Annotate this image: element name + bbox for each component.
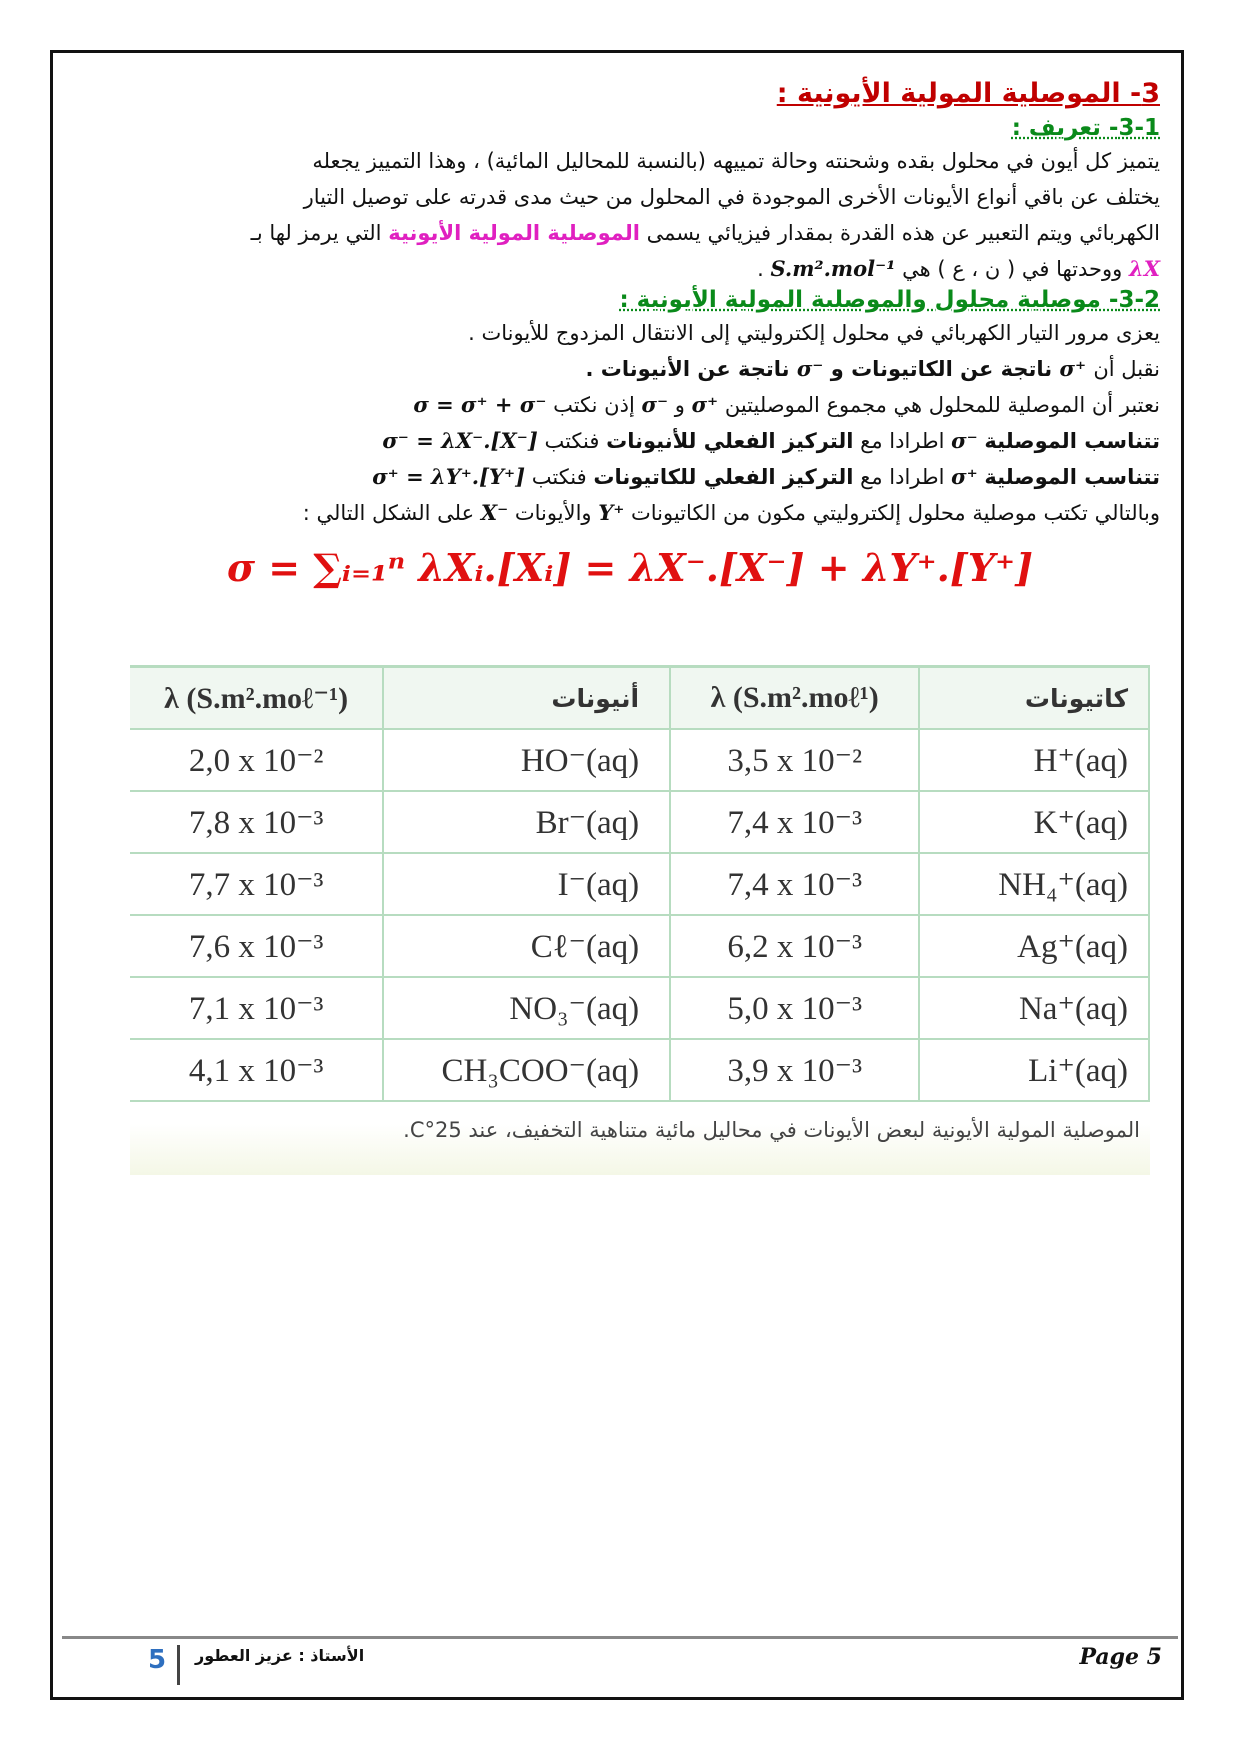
term-highlight: الموصلية المولية الأيونية	[388, 221, 640, 245]
footer-page-number: 5	[148, 1645, 167, 1675]
footer-author: الأستاذ : عزيز العطور	[195, 1646, 365, 1665]
line-end: .	[757, 257, 764, 281]
unit-text: ووحدتها في ( ن ، ع ) هي	[902, 257, 1123, 281]
table-row: 7,6 x 10⁻³ Cℓ⁻(aq) 6,2 x 10⁻³ Ag⁺(aq)	[130, 915, 1149, 977]
paragraph-2: نقبل أن σ⁺ ناتجة عن الكاتيونات و σ⁻ ناتجة عن الأنيونات .	[585, 356, 1160, 381]
table-row: 7,1 x 10⁻³ NO₃⁻(aq) 5,0 x 10⁻³ Na⁺(aq)	[130, 977, 1149, 1039]
ionic-conductivity-table	[130, 665, 1150, 1102]
header-anion-lambda: λ (S.m².moℓ⁻¹)	[130, 667, 383, 730]
def-line3-start: الكهربائي ويتم التعبير عن هذه القدرة بمقدار فيزيائي يسمى	[646, 221, 1160, 245]
header-anions: أنيونات	[383, 667, 670, 730]
paragraph-1: يعزى مرور التيار الكهربائي في محلول إلكتروليتي إلى الانتقال المزدوج للأيونات .	[468, 321, 1160, 345]
conductivity-table-image	[130, 665, 1150, 1175]
table-row: 7,8 x 10⁻³ Br⁻(aq) 7,4 x 10⁻³ K⁺(aq)	[130, 791, 1149, 853]
sum-formula: σ = σ⁺ + σ⁻	[413, 392, 547, 417]
definition-line-1: يتميز كل أيون في محلول بقده وشحنته وحالة تمييهه (بالنسبة للمحاليل المائية) ، وهذا التمييز يجعله	[312, 149, 1160, 173]
definition-line-4	[140, 251, 1160, 287]
header-cation-lambda: λ (S.m².moℓ¹)	[670, 667, 919, 730]
document-body	[140, 78, 1160, 590]
footer-page-label: Page 5	[1079, 1644, 1162, 1670]
definition-line-2: يختلف عن باقي أنواع الأيونات الأخرى الموجودة في المحلول من حيث مدى قدرته على توصيل التيار	[303, 185, 1160, 209]
anion-formula: σ⁻ = λX⁻.[X⁻]	[382, 428, 538, 453]
subsection-conductivity-title: 3-2- موصلية محلول والموصلية المولية الأيونية :	[619, 287, 1160, 313]
paragraph-4: تتناسب الموصلية σ⁻ اطرادا مع التركيز الفعلي للأنيونات فنكتب σ⁻ = λX⁻.[X⁻]	[382, 428, 1160, 453]
table-row: 7,7 x 10⁻³ I⁻(aq) 7,4 x 10⁻³ NH₄⁺(aq)	[130, 853, 1149, 915]
cation-formula: σ⁺ = λY⁺.[Y⁺]	[372, 464, 526, 489]
table-caption: الموصلية المولية الأيونية لبعض الأيونات في محاليل مائية متناهية التخفيف، عند 25°C.	[403, 1118, 1140, 1142]
header-cations: كاتيونات	[919, 667, 1149, 730]
main-conductivity-formula: σ = ∑ᵢ₌₁ⁿ λXᵢ.[Xᵢ] = λX⁻.[X⁻] + λY⁺.[Y⁺]	[226, 545, 1034, 590]
table-row: 2,0 x 10⁻² HO⁻(aq) 3,5 x 10⁻² H⁺(aq)	[130, 729, 1149, 791]
subsection-definition-title: 3-1- تعريف :	[1011, 115, 1160, 141]
footer-separator	[177, 1645, 180, 1685]
def-line3-end: التي يرمز لها بـ	[250, 221, 382, 245]
section-title: 3- الموصلية المولية الأيونية :	[776, 78, 1160, 109]
table-header-row	[130, 667, 1149, 730]
unit-formula: S.m².mol⁻¹	[770, 256, 896, 281]
footer-divider	[62, 1636, 1178, 1639]
paragraph-3: نعتبر أن الموصلية للمحلول هي مجموع الموصليتين σ⁺ و σ⁻ إذن نكتب σ = σ⁺ + σ⁻	[413, 392, 1160, 417]
table-row: 4,1 x 10⁻³ CH₃COO⁻(aq) 3,9 x 10⁻³ Li⁺(aq)	[130, 1039, 1149, 1101]
definition-line-3	[140, 215, 1160, 251]
lambda-symbol: λX	[1128, 256, 1160, 281]
paragraph-5: تتناسب الموصلية σ⁺ اطرادا مع التركيز الفعلي للكاتيونات فنكتب σ⁺ = λY⁺.[Y⁺]	[372, 464, 1160, 489]
paragraph-6: وبالتالي تكتب موصلية محلول إلكتروليتي مكون من الكاتيونات Y⁺ والأيونات X⁻ على الشكل التالي :	[302, 500, 1160, 525]
